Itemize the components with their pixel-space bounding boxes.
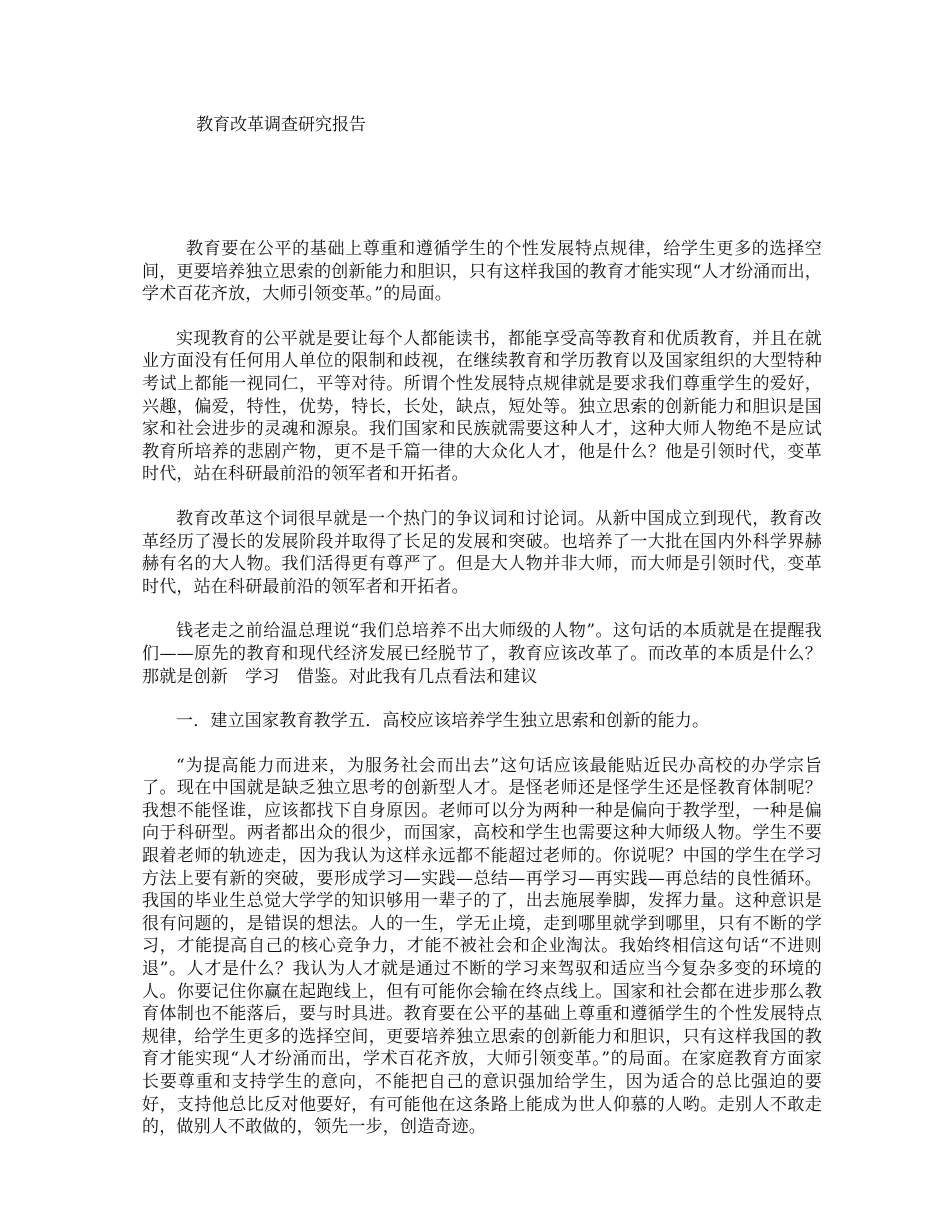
paragraph-reform-history: 教育改革这个词很早就是一个热门的争议词和讨论词。从新中国成立到现代，教育改革经历了漫长的发展阶段并取得了长足的发展和突破。也培养了一大批在国内外科学界赫赫有名的大人物。我们活得更有尊严了。但是大人物并非大师，而大师是引领时代，变革时代，站在科研最前沿的领军者和开拓者。 [142,508,822,597]
document-body [142,238,822,1161]
paragraph-university-mission: “为提高能力而进来，为服务社会而出去”这句话应该最能贴近民办高校的办学宗旨了。现在中国就是缺乏独立思考的创新型人才。是怪老师还是怪学生还是怪教育体制呢？我想不能怪谁，应该都找下自身原因。老师可以分为两种一种是偏向于教学型，一种是偏向于科研型。两者都出众的很少，而国家，高校和学生也需要这种大师级人物。学生不要跟着老师的轨迹走，因为我认为这样永远都不能超过老师的。你说呢？中国的学生在学习方法上要有新的突破，要形成学习—实践—总结—再学习—再实践—再总结的良性循环。我国的毕业生总觉大学学的知识够用一辈子的了，出去施展拳脚，发挥力量。这种意识是很有问题的，是错误的想法。人的一生，学无止境，走到哪里就学到哪里，只有不断的学习，才能提高自己的核心竞争力，才能不被社会和企业淘汰。我始终相信这句话“不进则退”。人才是什么？我认为人才就是通过不断的学习来驾驭和适应当今复杂多变的环境的人。你要记住你赢在起跑线上，但有可能你会输在终点线上。国家和社会都在进步那么教育体制也不能落后，要与时具进。教育要在公平的基础上尊重和遵循学生的个性发展特点规律，给学生更多的选择空间，更要培养独立思索的创新能力和胆识，只有这样我国的教育才能实现“人才纷涌而出，学术百花齐放，大师引领变革。”的局面。在家庭教育方面家长要尊重和支持学生的意向，不能把自己的意识强加给学生，因为适合的总比强迫的要好，支持他总比反对他要好，有可能他在这条路上能成为世人仰慕的人哟。走别人不敢走的，做别人不敢做的，领先一步，创造奇迹。 [142,755,822,1138]
paragraph-fairness: 实现教育的公平就是要让每个人都能读书，都能享受高等教育和优质教育，并且在就业方面没有任何用人单位的限制和歧视，在继续教育和学历教育以及国家组织的大型特种考试上都能一视同仁，平等对待。所谓个性发展特点规律就是要求我们尊重学生的爱好，兴趣，偏爱，特性，优势，特长，长处，缺点，短处等。独立思索的创新能力和胆识是国家和社会进步的灵魂和源泉。我们国家和民族就需要这种人才，这种大师人物绝不是应试教育所培养的悲剧产物，更不是千篇一律的大众化人才，他是什么？他是引领时代，变革时代，站在科研最前沿的领军者和开拓者。 [142,328,822,485]
paragraph-qian-quote: 钱老走之前给温总理说“我们总培养不出大师级的人物”。这句话的本质就是在提醒我们——原先的教育和现代经济发展已经脱节了，教育应该改革了。而改革的本质是什么？那就是创新 学习 借鉴。对此我有几点看法和建议 [142,621,822,687]
paragraph-intro: 教育要在公平的基础上尊重和遵循学生的个性发展特点规律，给学生更多的选择空间，更要培养独立思索的创新能力和胆识，只有这样我国的教育才能实现“人才纷涌而出，学术百花齐放，大师引领变革。”的局面。 [142,239,822,305]
document-title: 教育改革调查研究报告 [196,115,366,135]
paragraph-section-heading: 一．建立国家教育教学五．高校应该培养学生独立思索和创新的能力。 [176,711,710,732]
